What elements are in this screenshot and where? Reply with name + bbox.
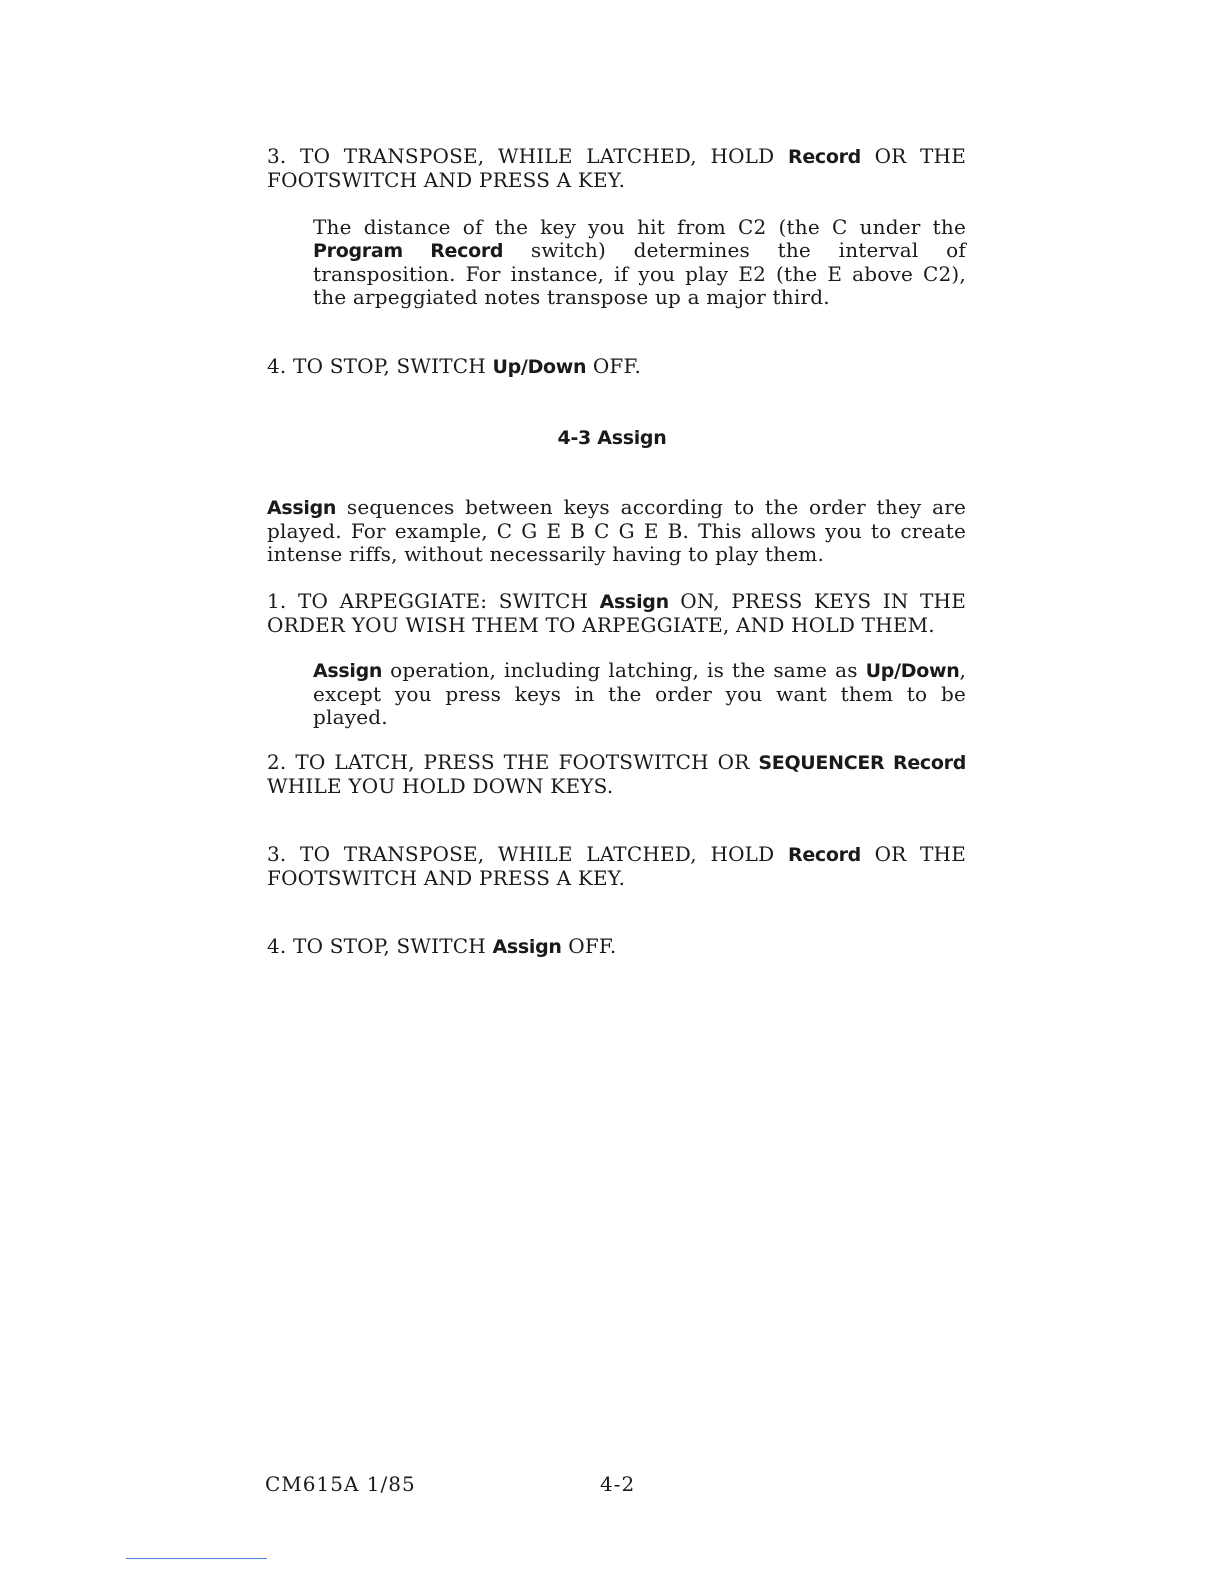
step-stop-assign: 4. TO STOP, SWITCH Assign OFF.: [267, 934, 617, 958]
bottom-rule: [126, 1558, 267, 1559]
assign-description: Assign sequences between keys according to the order they are played. For example, C G E B C G E B. This allows you to create intense riffs, without necessarily having to play them.: [267, 495, 966, 566]
document-id: CM615A 1/85: [265, 1472, 416, 1496]
record-switch-label: Record: [787, 844, 861, 866]
step-latch: 2. TO LATCH, PRESS THE FOOTSWITCH OR SEQUENCER Record WHILE YOU HOLD DOWN KEYS.: [267, 750, 967, 798]
sequencer-record-label: SEQUENCER Record: [758, 752, 967, 774]
assign-label: Assign: [313, 660, 383, 682]
assign-operation-note: Assign operation, including latching, is the same as Up/Down, except you press keys in the order you want them to be played.: [313, 658, 966, 729]
updown-switch-label: Up/Down: [492, 356, 587, 378]
assign-label: Assign: [267, 497, 337, 519]
updown-label: Up/Down: [865, 660, 960, 682]
record-switch-label: Record: [787, 146, 861, 168]
step-transpose-updown: 3. TO TRANSPOSE, WHILE LATCHED, HOLD Record OR THE FOOTSWITCH AND PRESS A KEY.: [267, 144, 966, 192]
page-number: 4-2: [600, 1472, 636, 1496]
transpose-explanation: The distance of the key you hit from C2 (the C under the Program Record switch) determines the interval of transposition. For instance, if you play E2 (the E above C2), the arpeggiated notes transpose up a major third.: [313, 215, 966, 309]
assign-switch-label: Assign: [492, 936, 562, 958]
section-heading: 4-3 Assign: [557, 427, 667, 449]
step-arpeggiate: 1. TO ARPEGGIATE: SWITCH Assign ON, PRESS KEYS IN THE ORDER YOU WISH THEM TO ARPEGGIATE, AND HOLD THEM.: [267, 589, 966, 637]
step-stop-updown: 4. TO STOP, SWITCH Up/Down OFF.: [267, 354, 642, 378]
step-transpose-assign: 3. TO TRANSPOSE, WHILE LATCHED, HOLD Record OR THE FOOTSWITCH AND PRESS A KEY.: [267, 842, 966, 890]
program-record-switch-label: Program Record: [313, 240, 504, 262]
assign-switch-label: Assign: [599, 591, 669, 613]
